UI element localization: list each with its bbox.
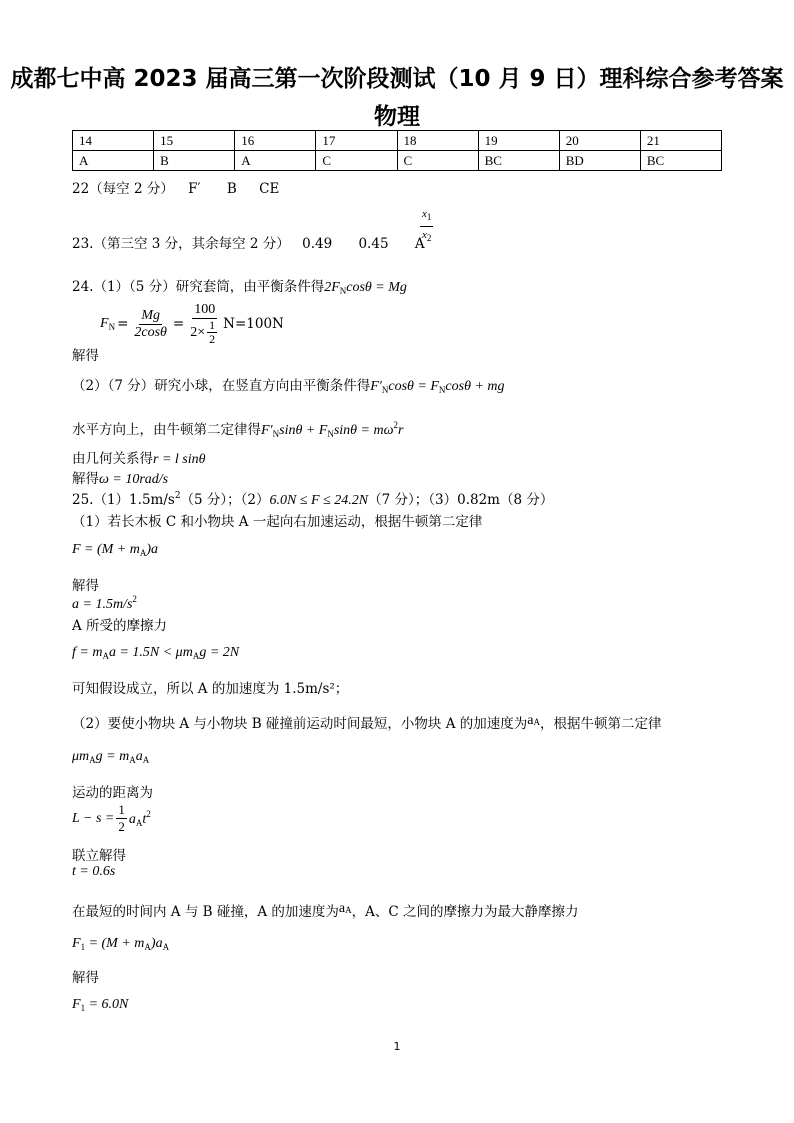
q25-eq7: $F_1 = (M + m_A)a_A$ bbox=[72, 936, 170, 952]
q24-eq2: $F'_N\cos\theta = F_N\cos\theta$ + mg bbox=[370, 379, 505, 395]
answer-choice: BC bbox=[478, 151, 559, 171]
equals-sign: = bbox=[117, 316, 129, 332]
q24-text: （2）（7 分）研究小球，在竖直方向由平衡条件得 bbox=[72, 378, 371, 394]
q25-eq5: L − s = $\frac{1}{2}$ $a_At^2$ bbox=[72, 802, 151, 834]
q24-part3 bbox=[72, 418, 403, 439]
question-number: 17 bbox=[316, 131, 397, 151]
frac-sub: 1 bbox=[426, 212, 432, 222]
q25-solve-2: 解得 bbox=[72, 970, 99, 986]
q24-eq1: $2F_N\cos\theta = Mg$ bbox=[324, 280, 407, 296]
q24-part4 bbox=[72, 447, 206, 468]
q23-label: 23.（第三空 3 分，其余每空 2 分） bbox=[72, 236, 290, 252]
fn-symbol: $F_N$ bbox=[100, 316, 116, 332]
q24-part5 bbox=[72, 467, 168, 488]
q25-line-3: A 所受的摩擦力 bbox=[72, 618, 168, 634]
table-row bbox=[73, 151, 722, 171]
q23-fraction bbox=[420, 206, 433, 247]
q24-eq4: r = l sinθ bbox=[153, 452, 206, 467]
q24-solve-label: 解得 bbox=[72, 348, 99, 364]
question-number: 18 bbox=[397, 131, 478, 151]
q24-eq3: $F'_N\sin\theta + F_N\sin\theta = m\omega^2r$ bbox=[261, 420, 404, 439]
question-number: 21 bbox=[640, 131, 721, 151]
fraction: $\frac{1}{2}$ bbox=[118, 802, 125, 834]
frac-x: x bbox=[422, 208, 427, 220]
q23-answer-2: 0.45 bbox=[358, 236, 389, 252]
q22-answer-2: B bbox=[226, 181, 237, 197]
q22-line bbox=[72, 177, 279, 197]
q24-text: 水平方向上，由牛顿第二定律得 bbox=[72, 422, 261, 438]
q25-eq4: $\mu m_Ag = m_Aa_A$ bbox=[72, 749, 150, 765]
answer-table bbox=[72, 130, 722, 171]
subject-heading: 物理 bbox=[374, 104, 420, 130]
q25-summary: $25.(1)1.5m/s^2(5$ 分）；（2）6.0N ≤ F ≤ 24.2N（7 分）；（3）0.82m（8 分） bbox=[72, 491, 554, 508]
answer-choice: B bbox=[154, 151, 235, 171]
frac-sub: 2 bbox=[426, 233, 432, 243]
q24-text: 由几何关系得 bbox=[72, 451, 153, 467]
q22-answer-1: F′ bbox=[188, 181, 201, 197]
q25-eq3: $f = m_Aa = 1.5N < \mu m_Ag = 2N$ bbox=[72, 645, 240, 661]
page-title: 成都七中高 2023 届高三第一次阶段测试（10 月 9 日）理科综合参考答案 bbox=[10, 66, 784, 92]
q25-line-5: （2）要使小物块 A 与小物块 B 碰撞前运动时间最短，小物块 A 的加速度为$a^A$，根据牛顿第二定律 bbox=[72, 713, 662, 732]
q22-answer-3: CE bbox=[259, 181, 280, 197]
table-row bbox=[73, 131, 722, 151]
half-fraction: $\frac{1}{2}$ bbox=[209, 318, 216, 346]
question-number: 16 bbox=[235, 131, 316, 151]
question-number: 14 bbox=[73, 131, 154, 151]
equals-sign: = bbox=[172, 316, 185, 332]
frac-x: x bbox=[422, 229, 427, 241]
q25-line-6: 运动的距离为 bbox=[72, 785, 153, 801]
q24-text: 解得 bbox=[72, 471, 99, 487]
question-number: 19 bbox=[478, 131, 559, 151]
q25-line-7: 联立解得 bbox=[72, 848, 126, 864]
q25-eq6: t = 0.6s bbox=[72, 864, 116, 879]
q25-eq1: $F = (M + m_A)a$ bbox=[72, 542, 159, 558]
question-number: 15 bbox=[154, 131, 235, 151]
q24-part1 bbox=[72, 275, 407, 296]
q25-line-1: （1）若长木板 C 和小物块 A 一起向右加速运动，根据牛顿第二定律 bbox=[72, 514, 483, 530]
answer-choice: C bbox=[397, 151, 478, 171]
q25-line-8: 在最短的时间内 A 与 B 碰撞，A 的加速度为$a^A$，A、C 之间的摩擦力为最大静摩擦力 bbox=[72, 901, 579, 920]
answer-choice: BC bbox=[640, 151, 721, 171]
answer-choice: BD bbox=[559, 151, 640, 171]
answer-choice: A bbox=[235, 151, 316, 171]
q25-eq2: $a = 1.5m/s^2$ bbox=[72, 594, 137, 612]
fraction: 100 2× $\frac{1}{2}$ bbox=[190, 302, 216, 346]
q22-label: 22（每空 2 分） bbox=[72, 181, 174, 197]
q25-solve-1: 解得 bbox=[72, 578, 99, 594]
page-number: 1 bbox=[393, 1040, 401, 1053]
q24-eq5: ω = 10rad/s bbox=[99, 472, 169, 487]
force-range: 6.0N ≤ F ≤ 24.2N bbox=[269, 493, 369, 508]
answer-choice: A bbox=[73, 151, 154, 171]
q23-answer-1: 0.49 bbox=[302, 236, 333, 252]
q24-part2 bbox=[72, 374, 505, 395]
answer-choice: C bbox=[316, 151, 397, 171]
q23-line bbox=[72, 232, 425, 252]
q23-answer-3: A bbox=[414, 236, 425, 252]
q25-line-4: 可知假设成立，所以 A 的加速度为 1.5m/s²； bbox=[72, 681, 349, 697]
q25-eq8: $F_1 = 6.0N$ bbox=[72, 997, 129, 1013]
question-number: 20 bbox=[559, 131, 640, 151]
fraction: $\frac{Mg}{2\cos\theta}$ bbox=[134, 307, 167, 340]
fn-result: N=100N bbox=[223, 316, 284, 332]
q24-fn-equation bbox=[100, 302, 284, 346]
q24-text: 24.（1）（5 分）研究套筒，由平衡条件得 bbox=[72, 279, 325, 295]
